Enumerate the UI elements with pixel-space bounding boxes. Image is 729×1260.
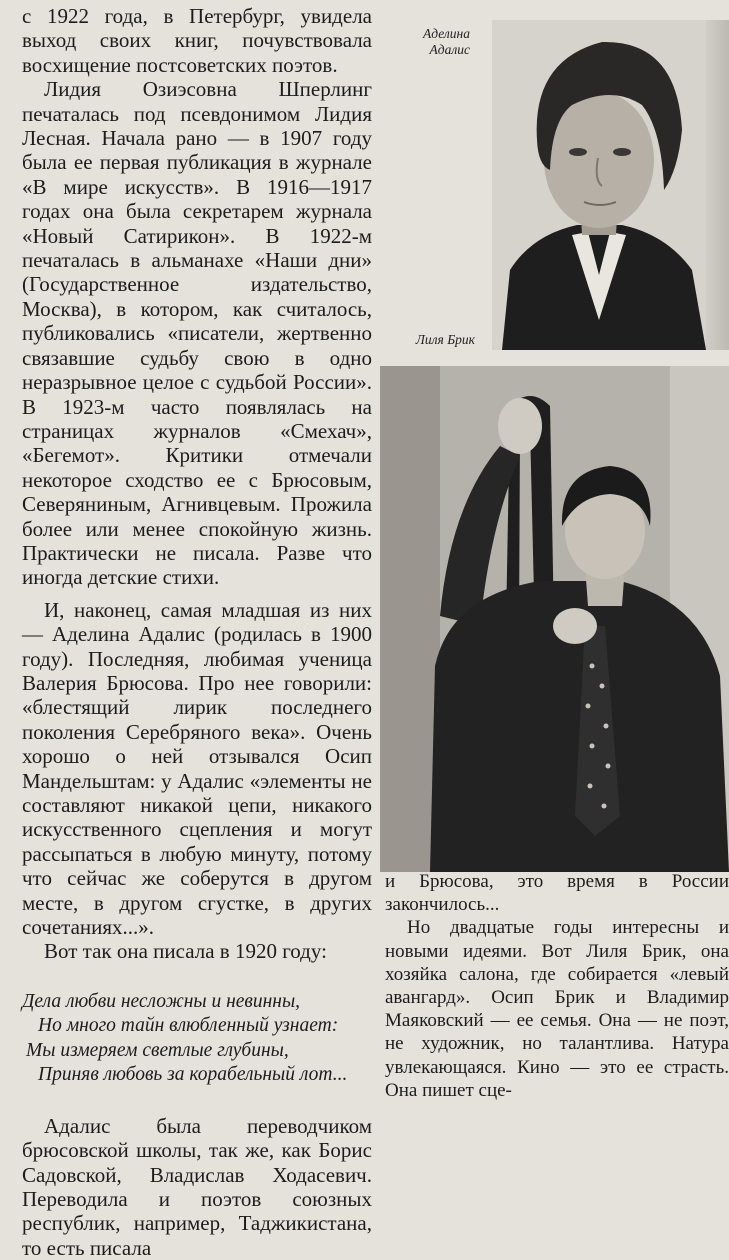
portrait-illustration [492,20,706,350]
paragraph-2: Лидия Озиэсовна Шперлинг печаталась под псевдонимом Лидия Лесная. Начала рано — в 1907 году была ее первая публикация в журнале «В мире искусств». В 1916—1917 годах она была секретарем журнала «Новый Сатирикон». В 1922-м печаталась в альманахе «Наши дни» (Государственное издательство, Москва), в котором, как считалось, публиковались «писатели, жертвенно связавшие судьбу свою в одно неразрывное целое с судьбой России». В 1923-м часто появлялась на страницах журналов «Смехач», «Бегемот». Критики отмечали некоторое сходство ее с Брюсовым, Северяниным, Агнивцевым. Прожила более или менее спокойную жизнь. Практически не писала. Разве что иногда детские стихи. [22,77,372,590]
poem-quote [22,990,372,1088]
right-paragraph-2: Но двадцатые годы интересны и новыми идеями. Вот Лиля Брик, она хозяйка салона, где собирается «левый авангард». Осип Брик и Владимир Маяковский — ее семья. Она — не поэт, не художник, но талантлива. Натура увлекающаяся. Кино — это ее страсть. Она пишет сце- [385,917,729,1101]
page-edge [706,20,729,350]
paragraph-1: с 1922 года, в Петербург, увидела выход своих книг, почувствовала восхищение постсоветских поэтов. [22,4,372,77]
film-strip-illustration [380,366,729,872]
photo-lilya-brik [380,366,729,872]
caption-brik: Лиля Брик [415,332,475,347]
poem-line-2: Но много тайн влюбленный узнает: [38,1015,339,1037]
caption-adalis: Аделина Адалис [423,26,470,57]
right-paragraph-1: и Брюсова, это время в России закончилось... [385,871,729,916]
paragraph-4: Вот так она писала в 1920 году: [44,939,327,964]
poem-line-4: Приняв любовь за корабельный лот... [38,1064,348,1086]
paragraph-5: Адалис была переводчиком брюсовской школы, так же, как Борис Садовской, Владислав Ходасевич. Переводила и поэтов союзных республик, например, Таджикистана, то есть писала [22,1113,372,1260]
left-text-column [22,4,372,1260]
right-text-column [385,870,729,1102]
paragraph-3: И, наконец, самая младшая из них — Аделина Адалис (родилась в 1900 году). Последняя, любимая ученица Валерия Брюсова. Про нее говорили: «блестящий лирик последнего поколения Серебряного века». Очень хорошо о ней отзывался Осип Мандельштам: у Адалис «элементы не составляют никакой цепи, никакого искусственного сцепления и могут рассыпаться в любую минуту, потому что сейчас же соберутся в другом месте, в другом сгустке, в других сочетаниях...». [22,597,372,940]
poem-line-1: Дела любви несложны и невинны, [22,990,301,1012]
portrait-photo-adalis [492,20,706,350]
poem-line-3: Мы измеряем светлые глубины, [26,1039,289,1061]
